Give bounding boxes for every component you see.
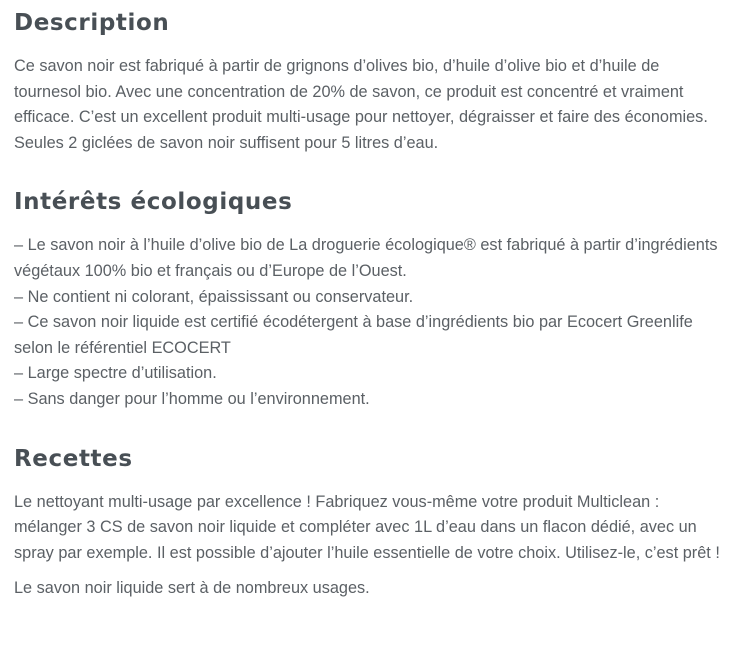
ecology-item: – Le savon noir à l’huile d’olive bio de La droguerie écologique® est fabriqué à partir d’ingrédients végétaux 100% bio et français ou d’Europe de l’Ouest.	[14, 236, 718, 280]
description-paragraph: Ce savon noir est fabriqué à partir de grignons d’olives bio, d’huile d’olive bio et d’huile de tournesol bio. Avec une concentration de 20% de savon, ce produit est concentré et vraiment efficace. C’est un excellent produit multi-usage pour nettoyer, dégraisser et faire des économies. Seules 2 giclées de savon noir suffisent pour 5 litres d’eau.	[14, 57, 708, 152]
recipes-heading: Recettes	[14, 445, 133, 472]
ecology-heading: Intérêts écologiques	[14, 189, 293, 216]
recipes-paragraph: Le nettoyant multi-usage par excellence ! Fabriquez vous-même votre produit Multiclean : mélanger 3 CS de savon noir liquide et compléter avec 1L d’eau dans un flacon dédié, avec un spray par exemple. Il est possible d’ajouter l’huile essentielle de votre choix. Utilisez-le, c’est prêt !	[14, 492, 720, 562]
ecology-item: – Large spectre d’utilisation.	[14, 364, 217, 383]
ecology-list	[14, 233, 726, 412]
ecology-item: – Sans danger pour l’homme ou l’environnement.	[14, 389, 370, 408]
ecology-item: – Ne contient ni colorant, épaississant ou conservateur.	[14, 287, 414, 306]
ecology-item: – Ce savon noir liquide est certifié écodétergent à base d’ingrédients bio par Ecocert Greenlife selon le référentiel ECOCERT	[14, 313, 693, 357]
recipes-usage-paragraph: Le savon noir liquide sert à de nombreux usages.	[14, 579, 370, 598]
description-heading: Description	[14, 10, 170, 36]
